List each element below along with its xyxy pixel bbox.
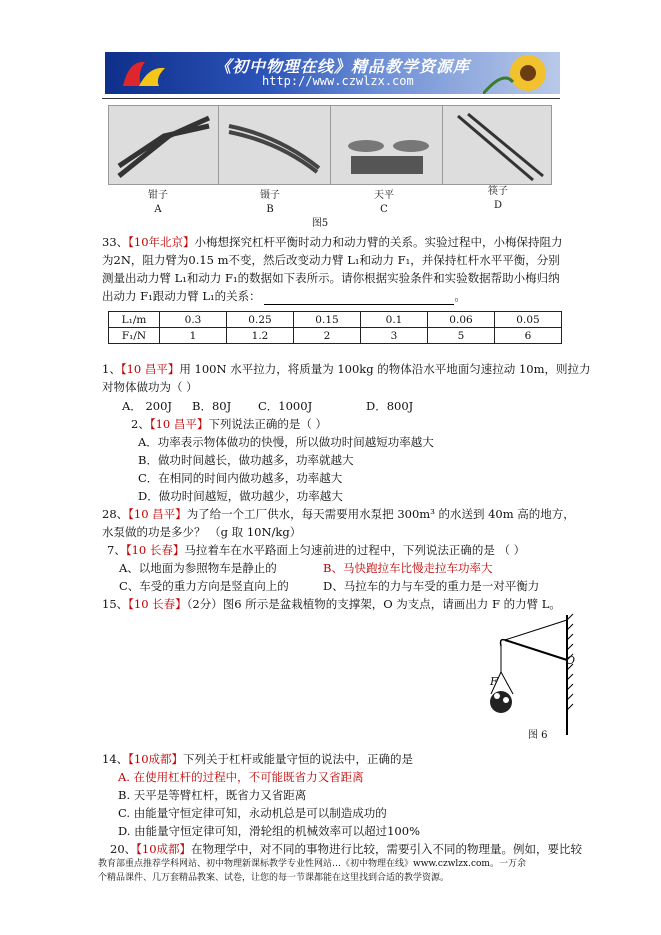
option-b: B．做功时间越长，做功越多，功率就越大	[138, 453, 354, 467]
table-cell: 0.3	[160, 312, 227, 328]
option-c: C．在相同的时间内做功越多，功率越大	[138, 471, 343, 485]
question-1-line2: 对物体做功为（ ）	[102, 380, 198, 394]
option-d: D、马拉车的力与车受的重力是一对平衡力	[323, 579, 540, 593]
item-name: 钳子	[148, 190, 168, 201]
question-text: 在物理学中，对不同的事物进行比较，需要引入不同的物理量。例如，要比较	[191, 842, 583, 856]
question-number: 7、	[107, 543, 126, 557]
question-number: 20、	[110, 842, 137, 856]
question-number: 14、	[102, 752, 129, 766]
question-1-line1	[102, 360, 590, 378]
question-number: 15、	[102, 597, 129, 611]
question-33-line1	[102, 233, 563, 251]
item-letter: B	[266, 204, 274, 215]
answer-blank[interactable]	[264, 292, 454, 305]
question-text: （2分）图6 所示是盆栽植物的支撑架，O 为支点，请画出力 F 的力臂 L。	[186, 597, 561, 611]
table-cell: 1.2	[227, 328, 294, 344]
balance-photo	[330, 105, 444, 185]
option-a: A．功率表示物体做功的快慢，所以做功时间越短功率越大	[138, 435, 434, 449]
site-logo-icon	[115, 56, 175, 90]
option-b: B. 天平是等臂杠杆，既省力又省距离	[118, 788, 307, 802]
question-source: 【10成都】	[136, 842, 192, 856]
question-text: 马拉着车在水平路面上匀速前进的过程中，下列说法正确的是 （ ）	[184, 543, 526, 557]
footer-line1: 教育部重点推荐学科网站、初中物理新课标教学专业性网站…《初中物理在线》www.czwlzx.com。一万余	[98, 859, 526, 869]
item-letter: C	[380, 204, 388, 215]
question-28-line1	[102, 505, 575, 523]
question-source: 【10 昌平】	[149, 417, 209, 431]
plant-stand-diagram	[485, 610, 575, 740]
option-c: C、车受的重力方向是竖直向上的	[119, 579, 289, 593]
question-text: 为了给一个工厂供水，每天需要用水泵把 300m³ 的水送到 40m 高的地方，	[186, 507, 575, 521]
question-33-line2: 为2N，阻力臂为0.15 m不变，然后改变动力臂 L₁和动力 F₁，并保持杠杆水平平衡，分别	[102, 253, 560, 267]
chopsticks-photo	[442, 105, 552, 185]
question-text: 下列关于杠杆或能量守恒的说法中，正确的是	[183, 752, 414, 766]
option-a: A． 200J	[122, 399, 173, 413]
question-text: 小梅想探究杠杆平衡时动力和动力臂的关系。实验过程中，小梅保持阻力	[194, 235, 563, 249]
table-cell: 0.1	[361, 312, 428, 328]
question-source: 【10 长春】	[128, 597, 187, 611]
question-number: 2、	[131, 417, 150, 431]
table-cell: 0.25	[227, 312, 294, 328]
question-28-line2: 水泵做的功是多少？ （g 取 10N/kg）	[102, 525, 302, 539]
question-20-stem	[110, 840, 582, 858]
question-14-stem	[102, 750, 413, 768]
table-cell: 0.06	[428, 312, 495, 328]
question-text: 用 100N 水平拉力，将质量为 100kg 的物体沿水平地面匀速拉动 10m，则拉力	[179, 362, 591, 376]
option-a: A. 在使用杠杆的过程中，不可能既省力又省距离	[118, 770, 364, 784]
table-cell: 6	[495, 328, 562, 344]
question-source: 【10 昌平】	[120, 362, 180, 376]
question-33-line4	[102, 287, 466, 305]
question-source: 【10成都】	[128, 752, 184, 766]
question-text: 出动力 F₁跟动力臂 L₁的关系：	[102, 289, 261, 303]
table-row	[109, 312, 562, 328]
table-cell: 3	[361, 328, 428, 344]
option-c: C．1000J	[258, 399, 313, 413]
option-b: B、马快跑拉车比慢走拉车功率大	[323, 561, 493, 575]
figure6-caption: 图 6	[528, 730, 548, 741]
table-cell: 5	[428, 328, 495, 344]
question-number: 28、	[102, 507, 129, 521]
punctuation: 。	[454, 289, 466, 303]
item-name: 镊子	[260, 190, 280, 201]
table-cell: 0.05	[495, 312, 562, 328]
pivot-label: O	[566, 654, 576, 667]
question-source: 【10 昌平】	[128, 507, 187, 521]
option-b: B．80J	[192, 399, 232, 413]
option-d: D. 由能量守恒定律可知，滑轮组的机械效率可以超过100%	[118, 824, 420, 838]
table-cell: 2	[294, 328, 361, 344]
table-cell: 0.15	[294, 312, 361, 328]
sunflower-icon	[483, 52, 560, 94]
question-source: 【10 长春】	[125, 543, 185, 557]
question-33-line3: 测量出动力臂 L₁和动力 F₁的数据如下表所示。请你根据实验条件和实验数据帮助小梅归纳	[102, 271, 560, 285]
question-source: 【10年北京】	[128, 235, 195, 249]
question-number: 33、	[102, 235, 129, 249]
row-label: L₁/m	[109, 312, 160, 328]
question-7-stem	[107, 541, 525, 559]
footer-line2: 个精品课件、几万套精品教案、试卷，让您的每一节课都能在这里找到合适的教学资源。	[98, 873, 450, 883]
figure5-caption: 图5	[311, 218, 329, 229]
item-name: 筷子	[488, 186, 508, 197]
option-d: D．800J	[366, 399, 414, 413]
item-letter: D	[493, 200, 503, 211]
question-number: 1、	[102, 362, 121, 376]
force-label: F	[490, 675, 498, 688]
row-label: F₁/N	[109, 328, 160, 344]
table-cell: 1	[160, 328, 227, 344]
item-name: 天平	[374, 190, 394, 201]
data-table	[108, 311, 562, 344]
table-row	[109, 328, 562, 344]
tweezers-photo	[218, 105, 332, 185]
item-letter: A	[154, 204, 162, 215]
option-c: C. 由能量守恒定律可知，永动机总是可以制造成功的	[118, 806, 387, 820]
option-a: A、以地面为参照物车是静止的	[119, 561, 277, 575]
banner-title: 《初中物理在线》精品教学资源库	[215, 57, 471, 76]
banner-url[interactable]: http://www.czwlzx.com	[262, 74, 414, 88]
option-d: D．做功时间越短，做功越少，功率越大	[138, 489, 343, 503]
banner-divider	[102, 98, 560, 99]
pliers-photo	[108, 105, 220, 185]
question-text: 下列说法正确的是（ ）	[208, 417, 328, 431]
question-2-stem	[131, 415, 327, 433]
